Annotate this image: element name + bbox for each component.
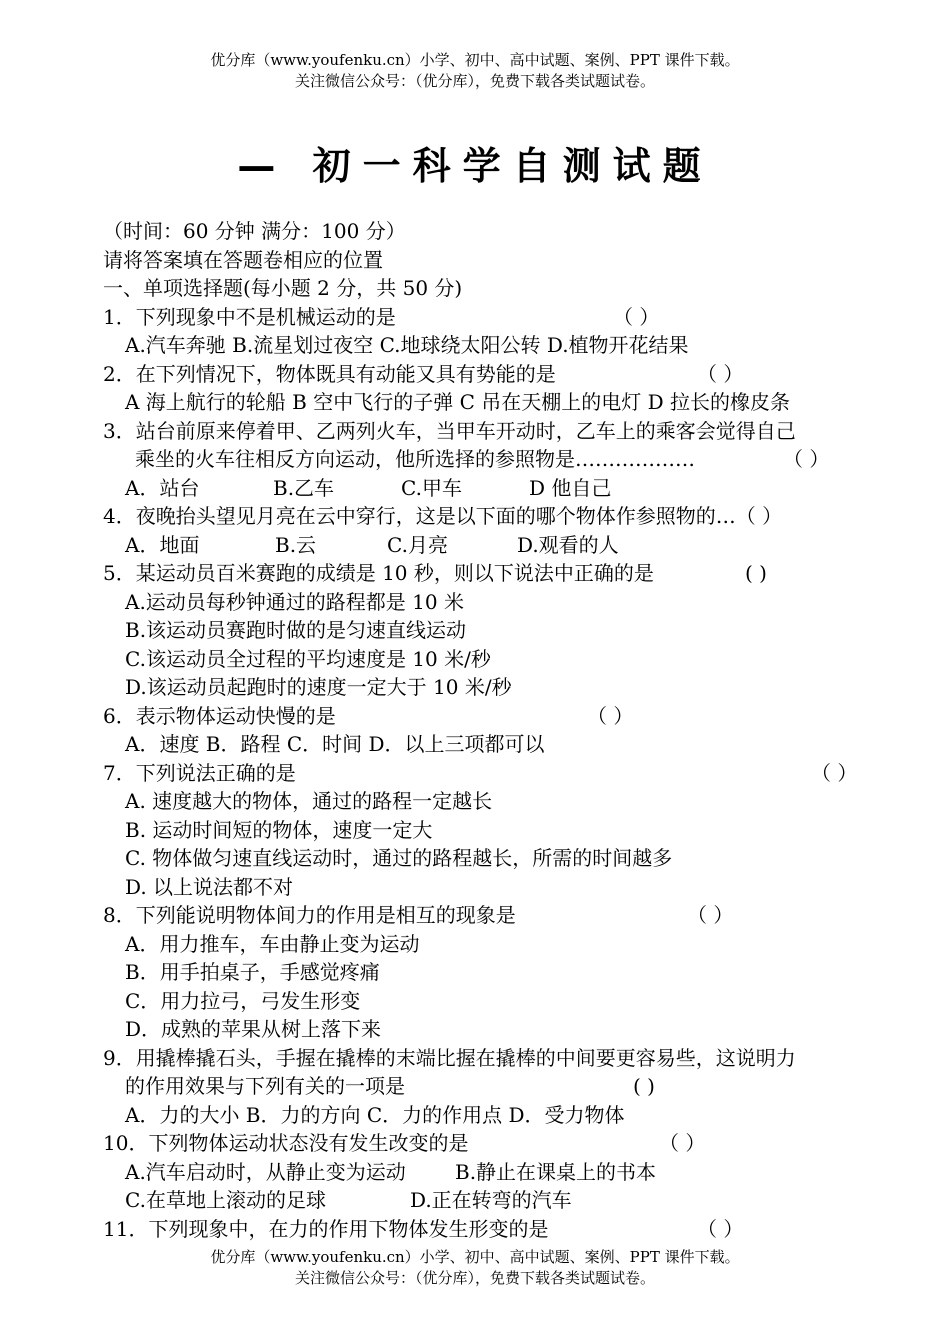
- question-4-options: [103, 531, 883, 560]
- question-stem: 6．表示物体运动快慢的是: [103, 703, 336, 728]
- answer-blank: （ ）: [697, 1216, 744, 1241]
- question-8-option-d: D．成熟的苹果从树上落下来: [125, 1017, 382, 1041]
- option-c: C.甲车: [401, 475, 462, 500]
- question-stem: 2．在下列情况下，物体既具有动能又具有势能的是: [103, 361, 556, 386]
- question-stem: 11．下列现象中，在力的作用下物体发生形变的是: [103, 1216, 549, 1241]
- option-d: D.正在转弯的汽车: [410, 1188, 572, 1212]
- question-3-options: [103, 474, 883, 503]
- question-stem: 的作用效果与下列有关的一项是: [125, 1074, 405, 1098]
- question-5-option-b: B.该运动员赛跑时做的是匀速直线运动: [125, 618, 467, 642]
- question-2-options: A 海上航行的轮船 B 空中飞行的子弹 C 吊在天棚上的电灯 D 拉长的橡皮条: [125, 390, 790, 414]
- question-1-options: A.汽车奔驰 B.流星划过夜空 C.地球绕太阳公转 D.植物开花结果: [125, 333, 689, 357]
- footer-line-2: 关注微信公众号：（优分库），免费下载各类试题试卷。: [294, 1269, 655, 1287]
- answer-blank: ( ): [633, 1074, 655, 1098]
- question-7-option-d: D. 以上说法都不对: [125, 874, 294, 899]
- answer-blank: （ ）: [697, 361, 744, 386]
- exam-body: [103, 217, 883, 1243]
- question-5-option-a: A.运动员每秒钟通过的路程都是 10 米: [125, 589, 464, 614]
- option-a: A．地面: [125, 532, 200, 557]
- question-8-option-a: A．用力推车，车由静止变为运动: [125, 931, 420, 956]
- footer-line-1: 优分库（www.youfenku.cn）小学、初中、高中试题、案例、PPT 课件下载。: [210, 1248, 740, 1266]
- question-6: [103, 702, 883, 731]
- question-3: 3．站台前原来停着甲、乙两列火车，当甲车开动时，乙车上的乘客会觉得自己: [103, 418, 796, 443]
- question-2: [103, 360, 883, 389]
- question-10-options-row-1: [103, 1158, 883, 1187]
- question-stem: 乘坐的火车往相反方向运动，他所选择的参照物是………………: [135, 447, 695, 471]
- question-5-option-d: D.该运动员起跑时的速度一定大于 10 米/秒: [125, 675, 512, 699]
- question-8-option-b: B．用手拍桌子，手感觉疼痛: [125, 960, 380, 984]
- option-a: A．站台: [125, 475, 200, 500]
- header-line-2: 关注微信公众号：（优分库），免费下载各类试题试卷。: [294, 72, 655, 90]
- section-heading: 一、单项选择题(每小题 2 分，共 50 分): [103, 276, 463, 300]
- answer-blank: （ ）: [811, 760, 858, 785]
- question-3-continued: [103, 445, 883, 474]
- question-9-continued: [103, 1072, 883, 1101]
- question-7-option-b: B. 运动时间短的物体，速度一定大: [125, 817, 433, 842]
- page-footer: [0, 1247, 950, 1289]
- question-stem: 10．下列物体运动状态没有发生改变的是: [103, 1131, 469, 1155]
- answer-blank: （ ）: [687, 903, 734, 927]
- page-title: — 初一科学自测试题: [237, 144, 713, 188]
- question-9: 9．用撬棒撬石头，手握在撬棒的末端比握在撬棒的中间要更容易些，这说明力: [103, 1045, 796, 1070]
- exam-time: （时间：60 分钟 满分：100 分）: [103, 219, 406, 243]
- option-a: A.汽车启动时，从静止变为运动: [125, 1159, 406, 1184]
- question-5: [103, 559, 883, 588]
- header-line-1: 优分库（www.youfenku.cn）小学、初中、高中试题、案例、PPT 课件下载。: [210, 51, 740, 69]
- option-c: C.在草地上滚动的足球: [125, 1188, 326, 1212]
- question-7-option-c: C. 物体做匀速直线运动时，通过的路程越长，所需的时间越多: [125, 846, 673, 870]
- option-b: B.云: [275, 532, 317, 557]
- question-9-options: A．力的大小 B．力的方向 C．力的作用点 D．受力物体: [125, 1102, 625, 1127]
- option-d: D.观看的人: [517, 532, 619, 557]
- question-1: [103, 303, 883, 332]
- question-10: [103, 1129, 883, 1158]
- option-c: C.月亮: [387, 532, 448, 557]
- question-11: [103, 1215, 883, 1244]
- option-b: B.乙车: [273, 475, 335, 500]
- answer-blank: ( ): [745, 561, 767, 585]
- answer-blank: （ ）: [587, 703, 634, 728]
- question-4: 4．夜晚抬头望见月亮在云中穿行，这是以下面的哪个物体作参照物的…（ ）: [103, 504, 783, 528]
- exam-instruction: 请将答案填在答题卷相应的位置: [103, 247, 383, 272]
- question-8: [103, 901, 883, 930]
- question-5-option-c: C.该运动员全过程的平均速度是 10 米/秒: [125, 646, 491, 671]
- question-6-options: A．速度 B．路程 C．时间 D．以上三项都可以: [125, 732, 545, 756]
- option-d: D 他自己: [529, 475, 612, 500]
- question-7: [103, 759, 883, 788]
- question-10-options-row-2: [103, 1186, 883, 1215]
- answer-blank: （ ）: [659, 1131, 706, 1155]
- question-stem: 8．下列能说明物体间力的作用是相互的现象是: [103, 903, 516, 927]
- question-stem: 5．某运动员百米赛跑的成绩是 10 秒，则以下说法中正确的是: [103, 561, 654, 585]
- question-stem: 7．下列说法正确的是: [103, 760, 296, 785]
- question-stem: 1．下列现象中不是机械运动的是: [103, 304, 396, 329]
- option-b: B.静止在课桌上的书本: [455, 1159, 657, 1184]
- page-header: [0, 50, 950, 92]
- question-7-option-a: A. 速度越大的物体，通过的路程一定越长: [125, 789, 493, 813]
- answer-blank: （ ）: [783, 447, 830, 471]
- question-8-option-c: C．用力拉弓，弓发生形变: [125, 988, 361, 1013]
- answer-blank: （ ）: [613, 304, 660, 329]
